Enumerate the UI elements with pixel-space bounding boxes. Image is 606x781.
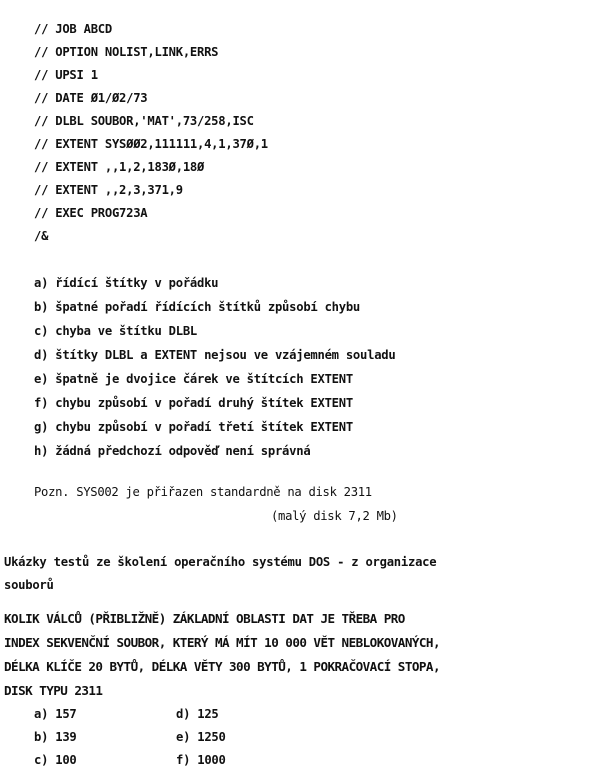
jcl-line: // EXTENT SYSØØ2,111111,4,1,37Ø,1 [34,137,268,151]
answer-option: e) špatně je dvojice čárek ve štítcích EXTENT [34,372,353,386]
question-line: KOLIK VÁLCŮ (PŘIBLIŽNĚ) ZÁKLADNÍ OBLASTI DAT JE TŘEBA PRO [4,611,405,626]
jcl-line: // OPTION NOLIST,LINK,ERRS [34,45,219,59]
jcl-line: /& [34,229,49,243]
answer-option: g) chybu způsobí v pořadí třetí štítek EXTENT [34,420,353,434]
jcl-line: // UPSI 1 [34,68,98,82]
question-line: INDEX SEKVENČNÍ SOUBOR, KTERÝ MÁ MÍT 10 000 VĚT NEBLOKOVANÝCH, [4,635,440,650]
question-option: b) 139 [34,730,77,744]
caption-line: souborů [4,578,54,592]
note-line: (malý disk 7,2 Mb) [271,509,398,523]
answer-option: h) žádná předchozí odpověď není správná [34,444,311,458]
note-line: Pozn. SYS002 je přiřazen standardně na disk 2311 [34,485,372,499]
jcl-line: // EXTENT ,,1,2,183Ø,18Ø [34,160,205,174]
jcl-line: // DATE Ø1/Ø2/73 [34,91,148,105]
question-line: DÉLKA KLÍČE 20 BYTŮ, DÉLKA VĚTY 300 BYTŮ, 1 POKRAČOVACÍ STOPA, [4,659,440,674]
answer-option: c) chyba ve štítku DLBL [34,324,198,338]
jcl-line: // JOB ABCD [34,22,112,36]
question-option: d) 125 [176,707,219,721]
answer-option: b) špatné pořadí řídících štítků způsobí chybu [34,300,361,314]
question-option: e) 1250 [176,730,226,744]
question-option: c) 100 [34,753,77,767]
jcl-line: // EXTENT ,,2,3,371,9 [34,183,183,197]
answer-option: d) štítky DLBL a EXTENT nejsou ve vzájemném souladu [34,348,396,362]
answer-option: a) řídící štítky v pořádku [34,276,219,290]
question-line: DISK TYPU 2311 [4,683,103,698]
question-option: f) 1000 [176,753,226,767]
answer-option: f) chybu způsobí v pořadí druhý štítek EXTENT [34,396,353,410]
question-option: a) 157 [34,707,77,721]
caption-line: Ukázky testů ze školení operačního systému DOS - z organizace [4,555,437,569]
jcl-line: // EXEC PROG723A [34,206,148,220]
jcl-line: // DLBL SOUBOR,'MAT',73/258,ISC [34,114,254,128]
